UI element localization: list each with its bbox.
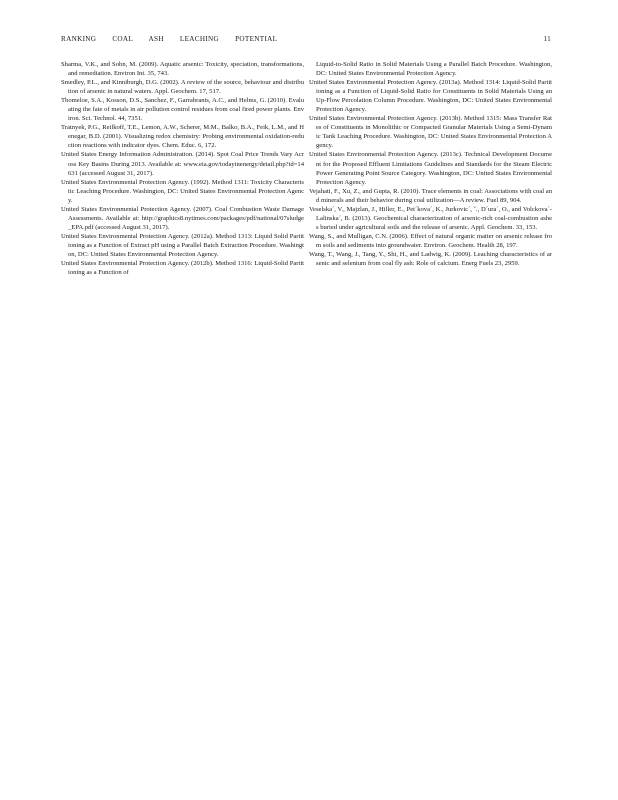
reference-entry: United States Energy Information Administration. (2014). Spot Coal Price Trends Vary Across Key Basins During 2013. Available at: www.eia.gov/todayinenergy/detail.php?id=14631 (accessed August 31, 2017).	[61, 151, 304, 177]
reference-entry: Vejahati, F., Xu, Z., and Gupta, R. (2010). Trace elements in coal: Associations with coal and minerals and their behavior during coal utilization—A review. Fuel 89, 904.	[309, 187, 552, 204]
reference-entry: United States Environmental Protection Agency. (2013c). Technical Development Document for the Proposed Effluent Limitations Guidelines and Standards for the Steam Electric Power Generating Point Source Category. Washington, DC: United States Environmental Protection Agency.	[309, 151, 552, 186]
reference-entry-continued: Liquid-to-Solid Ratio in Solid Materials Using a Parallel Batch Procedure. Washington, DC: United States Environmental Protection Agency.	[316, 61, 552, 78]
references-column-right	[309, 60, 552, 268]
reference-entry: Tratnyek, P.G., Reilkoff, T.E., Lemon, A.W., Scherer, M.M., Balko, B.A., Feik, L.M., and Henegar, B.D. (2001). Visualizing redox chemistry: Probing environmental oxidation-reduction reactions with indicator dyes. Chem. Educ. 6, 172.	[61, 124, 304, 150]
page-header	[61, 35, 551, 43]
reference-entry: Wang, T., Wang, J., Tang, Y., Shi, H., and Ladwig, K. (2009). Leaching characteristics of arsenic and selenium from coal fly ash: Role of calcium. Energ Fuels 23, 2959.	[309, 250, 552, 268]
reference-entry: Smedley, P.L., and Kinniburgh, D.G. (2002). A review of the source, behaviour and distribution of arsenic in natural waters. Appl. Geochem. 17, 517.	[61, 79, 304, 96]
page-number: 11	[543, 35, 551, 43]
reference-entry: United States Environmental Protection Agency. (2012a). Method 1313: Liquid Solid Partitioning as a Function of Extract pH using a Parallel Batch Extraction Procedure. Washington, DC: United States Environmental Protection Agency.	[61, 232, 304, 258]
reference-entry: Thomeloe, S.A., Kosson, D.S., Sanchez, F., Garrabrants, A.C., and Helms, G. (2010). Evaluating the fate of metals in air pollution control residues from coal fired power plants. Environ. Sci. Technol. 44, 7351.	[61, 97, 304, 123]
running-title: RANKING COAL ASH LEACHING POTENTIAL	[61, 35, 278, 43]
reference-entry: United States Environmental Protection Agency. (2013b). Method 1315: Mass Transfer Rates of Constituents in Monolithic or Compacted Granular Materials Using a Semi-Dynamic Tank Leaching Procedure. Washington, DC: United States Environmental Protection Agency.	[309, 115, 552, 150]
reference-entry: United States Environmental Protection Agency. (2012b). Method 1316: Liquid-Solid Partitioning as a Function of	[61, 260, 304, 277]
reference-entry: United States Environmental Protection Agency. (1992). Method 1311: Toxicity Characteristic Leaching Procedure. Washington, DC: United States Environmental Protection Agency.	[61, 178, 304, 204]
reference-entry: United States Environmental Protection Agency. (2013a). Method 1314: Liquid-Solid Partitioning as a Function of Liquid-Solid Ratio for Constituents in Solid Materials Using an Up-Flow Percolation Column Procedure. Washington, DC: United States Environmental Protection Agency.	[309, 79, 552, 114]
reference-entry: United States Environmental Protection Agency. (2007). Coal Combustion Waste Damage Assessments. Available at: http://graphics8.nytimes.com/packages/pdf/national/07sludge_EPA.pdf (accessed August 31, 2017).	[61, 205, 304, 231]
references-column-left	[61, 60, 304, 277]
reference-entry: Veselska´, V., Majzlan, J., Hiller, E., Pet´kova´, K., Jurkovic´, ˇ., D´ura´, O., and Volckova´-Lalinska´, B. (2013). Geochemical characterization of arsenic-rich coal-combustion ashes buried under agricultural soils and the release of arsenic. Appl. Geochem. 33, 153.	[309, 205, 552, 231]
reference-entry: Wang, S., and Mulligan, C.N. (2006). Effect of natural organic matter on arsenic release from soils and sediments into groundwater. Environ. Geochem. Health 28, 197.	[309, 232, 552, 249]
reference-entry: Sharma, V.K., and Sohn, M. (2009). Aquatic arsenic: Toxicity, speciation, transformations, and remediation. Environ Int. 35, 743.	[61, 61, 304, 78]
